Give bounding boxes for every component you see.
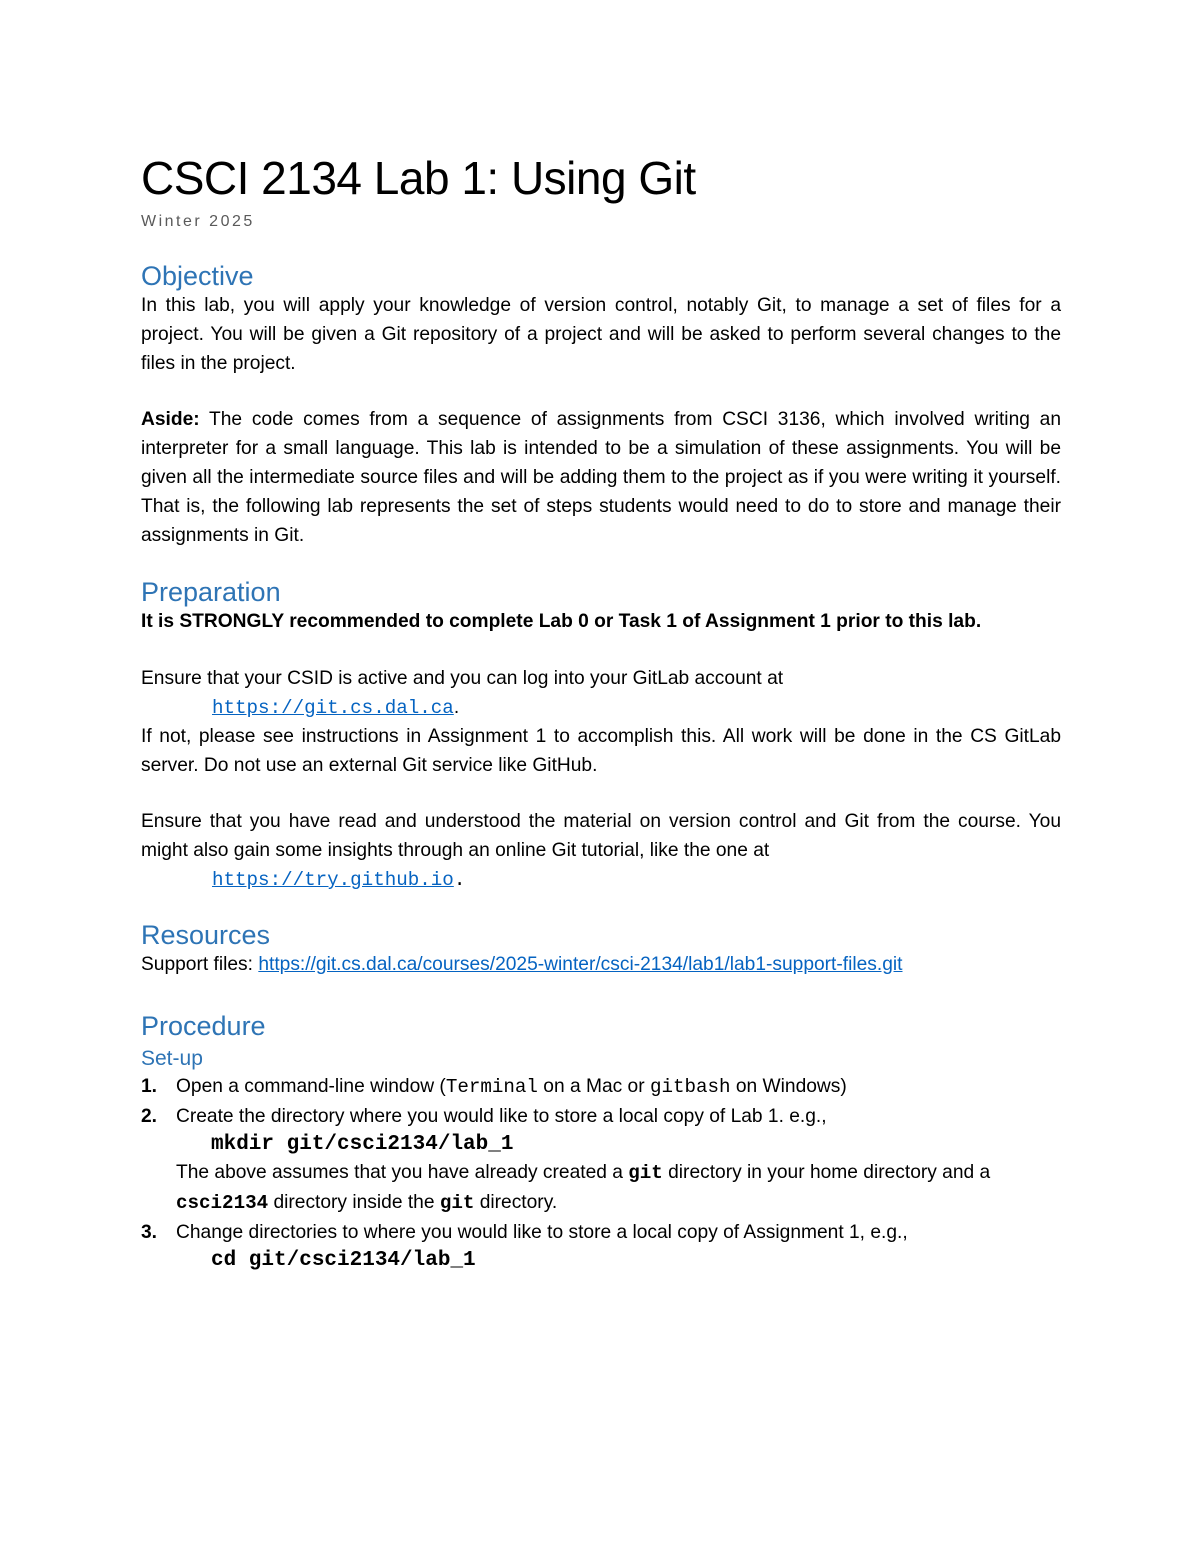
resources-section [141,919,1061,980]
list-item [141,1102,1061,1218]
tutorial-link[interactable]: https://try.github.io [212,868,454,891]
objective-paragraph: In this lab, you will apply your knowledge of version control, notably Git, to manage a set of files for a project. You will be given a Git repository of a project and will be asked to perform several changes to the files in the project. [141,295,1061,374]
gitlab-link-line [141,694,1061,723]
step-number: 3. [141,1221,158,1243]
resources-heading: Resources [141,919,271,950]
step2-note: The above assumes that you have already created a git directory in your home directory and a csci2134 directory inside the git directory. [176,1161,991,1214]
step1-text-b: on a Mac or [537,1075,650,1097]
step2-code-git-2: git [439,1191,475,1214]
aside-text: The code comes from a sequence of assignments from CSCI 3136, which involved writing an interpreter for a small language. This lab is intended to be a simulation of these assignments. You will be given all the intermediate source files and will be adding them to the project as if you were writing it yourself. That is, the following lab represents the set of steps students would need to do to store and manage their assignments in Git. [141,409,1061,546]
procedure-section [141,1010,1061,1274]
step-number: 2. [141,1105,158,1127]
setup-heading: Set-up [141,1046,203,1070]
objective-heading: Objective [141,261,254,291]
step2-command: mkdir git/csci2134/lab_1 [211,1132,514,1156]
step3-text: Change directories to where you would like to store a local copy of Assignment 1, e.g., [176,1221,908,1243]
csid-paragraph: Ensure that your CSID is active and you can log into your GitLab account at [141,668,784,690]
tutorial-link-line [141,866,1061,895]
gitlab-link[interactable]: https://git.cs.dal.ca [212,696,454,719]
tutorial-link-suffix: . [453,868,466,891]
support-files-line [141,951,1061,980]
support-files-link[interactable]: https://git.cs.dal.ca/courses/2025-winter/csci-2134/lab1/lab1-support-files.git [258,953,903,975]
step1-text-a: Open a command-line window ( [176,1075,446,1097]
step-number: 1. [141,1075,158,1097]
step2-code-csci2134: csci2134 [176,1191,269,1214]
strong-recommendation: It is STRONGLY recommended to complete Lab 0 or Task 1 of Assignment 1 prior to this lab. [141,611,982,633]
aside-label: Aside: [141,409,200,431]
objective-section [141,260,1061,550]
aside-paragraph [141,406,1061,550]
preparation-heading: Preparation [141,577,281,608]
understood-paragraph: Ensure that you have read and understood the material on version control and Git from the course. You might also gain some insights through an online Git tutorial, like the one at [141,811,1061,862]
document-title: CSCI 2134 Lab 1: Using Git [141,152,696,204]
step2-code-git: git [628,1161,663,1184]
list-item [141,1218,1061,1274]
step3-command: cd git/csci2134/lab_1 [211,1248,476,1272]
gitlab-link-suffix: . [453,696,460,718]
procedure-heading: Procedure [141,1010,266,1041]
step1-code-gitbash: gitbash [649,1075,731,1098]
step1-text-c: on Windows) [730,1075,847,1097]
step1-code-terminal: Terminal [445,1075,538,1098]
support-files-label: Support files: [141,953,259,975]
list-item [141,1072,1061,1102]
document-subtitle: Winter 2025 [141,213,255,230]
if-not-paragraph: If not, please see instructions in Assignment 1 to accomplish this. All work will be done in the CS GitLab server. Do not use an external Git service like GitHub. [141,725,1061,776]
preparation-section [141,576,1061,894]
document-page [141,150,1061,1274]
setup-steps [141,1072,1061,1274]
step2-text: Create the directory where you would like to store a local copy of Lab 1. e.g., [176,1105,827,1127]
